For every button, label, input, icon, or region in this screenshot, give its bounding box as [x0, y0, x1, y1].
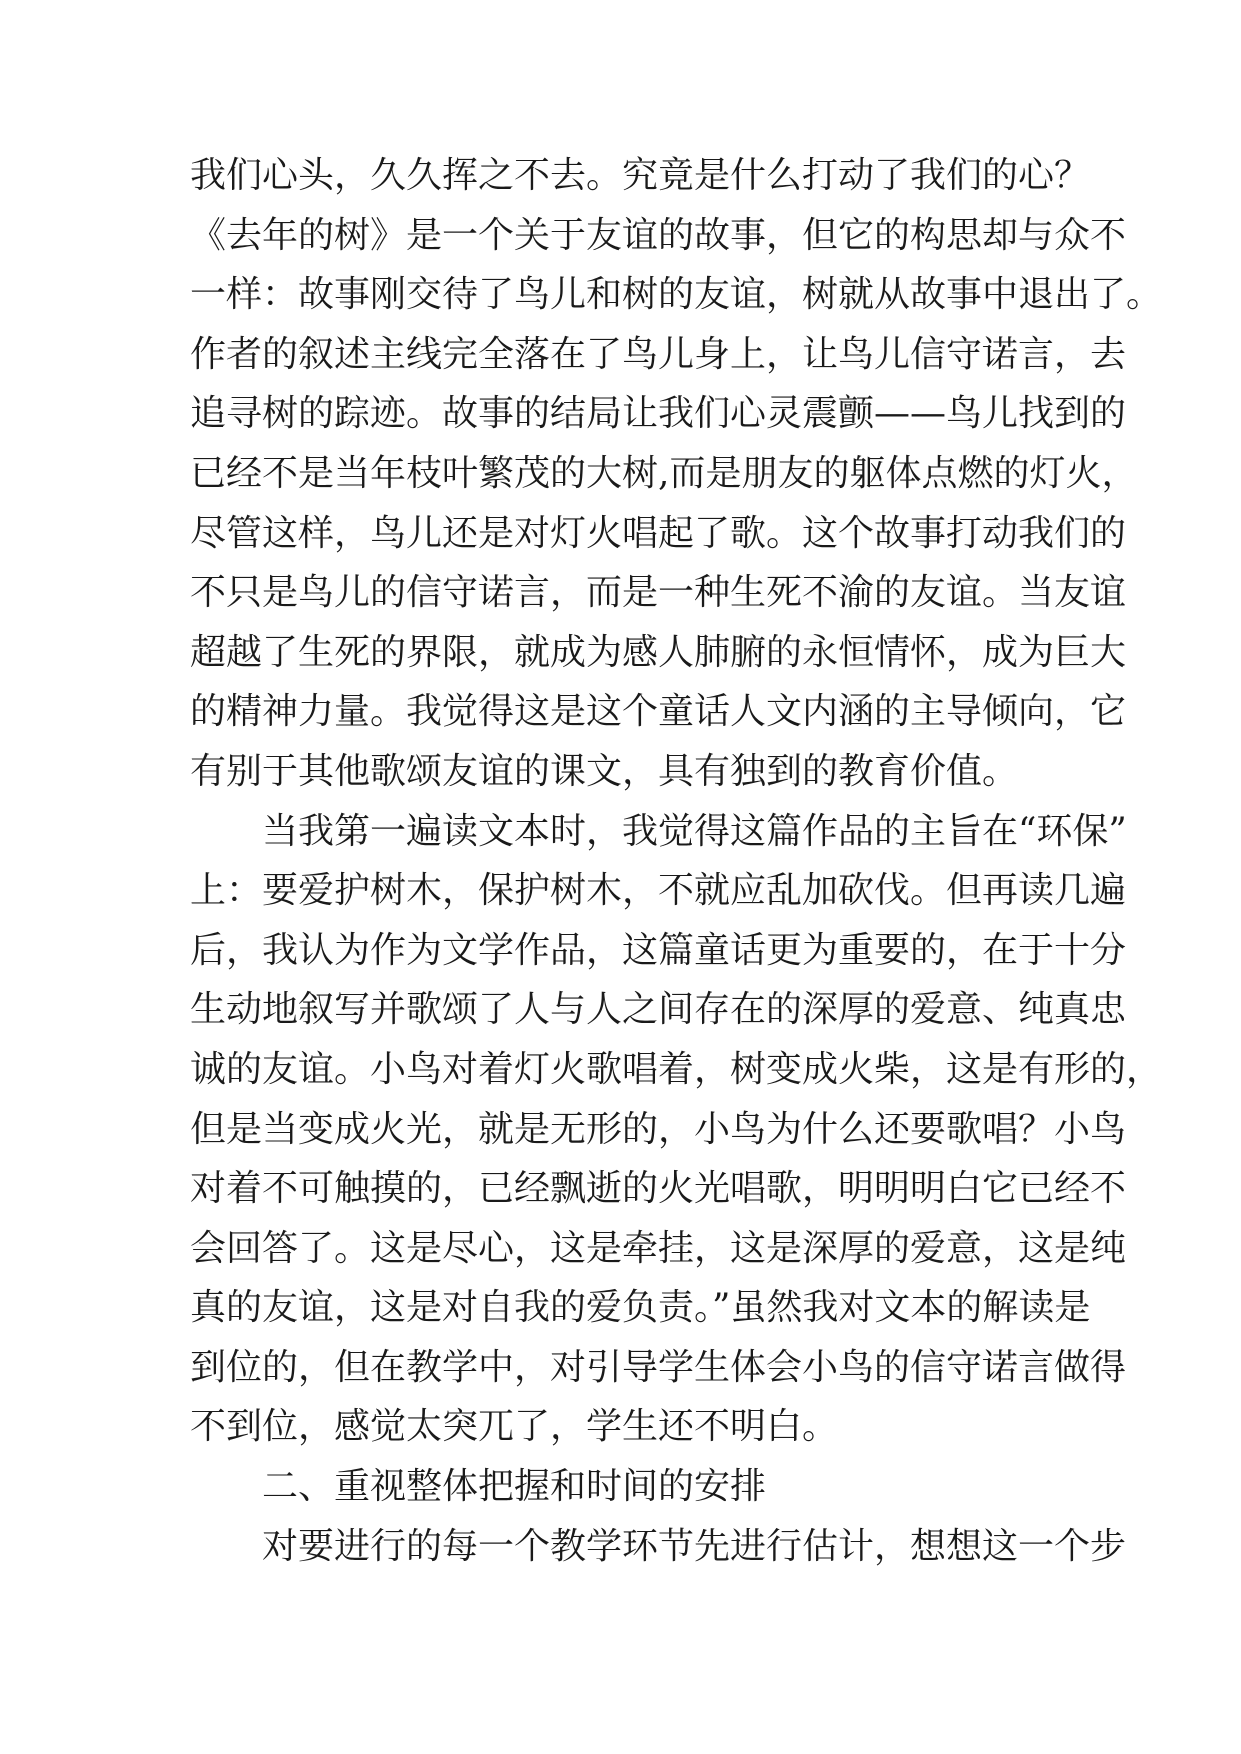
text-line: 超越了生死的界限，就成为感人肺腑的永恒情怀，成为巨大 — [190, 631, 1127, 673]
text-line: 追寻树的踪迹。故事的结局让我们心灵震颤——鸟儿找到的 — [190, 393, 1127, 435]
text-line: 对要进行的每一个教学环节先进行估计，想想这一个步 — [262, 1525, 1127, 1567]
text-line: 我们心头，久久挥之不去。究竟是什么打动了我们的心？ — [190, 155, 1091, 196]
text-line: 诚的友谊。小鸟对着灯火歌唱着，树变成火柴，这是有形的， — [190, 1048, 1163, 1090]
text-line: 会回答了。这是尽心，这是牵挂，这是深厚的爱意，这是纯 — [190, 1227, 1127, 1269]
text-line: 但是当变成火光，就是无形的，小鸟为什么还要歌唱？小鸟 — [190, 1108, 1127, 1150]
text-line: 尽管这样，鸟儿还是对灯火唱起了歌。这个故事打动我们的 — [190, 512, 1127, 554]
text-line: 已经不是当年枝叶繁茂的大树,而是朋友的躯体点燃的灯火， — [190, 452, 1138, 494]
text-line: 真的友谊，这是对自我的爱负责。”虽然我对文本的解读是 — [190, 1287, 1091, 1329]
text-line: 到位的，但在教学中，对引导学生体会小鸟的信守诺言做得 — [190, 1346, 1127, 1388]
text-line: 对着不可触摸的，已经飘逝的火光唱歌，明明明白它已经不 — [190, 1168, 1127, 1210]
text-line: 后，我认为作为文学作品，这篇童话更为重要的，在于十分 — [190, 929, 1127, 971]
text-line: 作者的叙述主线完全落在了鸟儿身上，让鸟儿信守诺言，去 — [190, 333, 1127, 375]
text-line: 有别于其他歌颂友谊的课文，具有独到的教育价值。 — [190, 750, 1019, 792]
text-line: 生动地叙写并歌颂了人与人之间存在的深厚的爱意、纯真忠 — [190, 989, 1127, 1031]
text-line: 不只是鸟儿的信守诺言，而是一种生死不渝的友谊。当友谊 — [190, 572, 1127, 614]
text-line: 当我第一遍读文本时，我觉得这篇作品的主旨在“环保” — [262, 810, 1127, 852]
text-line: 的精神力量。我觉得这是这个童话人文内涵的主导倾向，它 — [190, 691, 1127, 733]
text-line: 一样：故事刚交待了鸟儿和树的友谊，树就从故事中退出了。 — [190, 274, 1163, 316]
body-text — [190, 146, 1163, 1576]
text-line: 《去年的树》是一个关于友谊的故事，但它的构思却与众不 — [190, 214, 1127, 256]
text-line: 不到位，感觉太突兀了，学生还不明白。 — [190, 1406, 839, 1448]
text-line: 上：要爱护树木，保护树木，不就应乱加砍伐。但再读几遍 — [190, 870, 1127, 912]
text-line: 二、重视整体把握和时间的安排 — [262, 1466, 767, 1508]
